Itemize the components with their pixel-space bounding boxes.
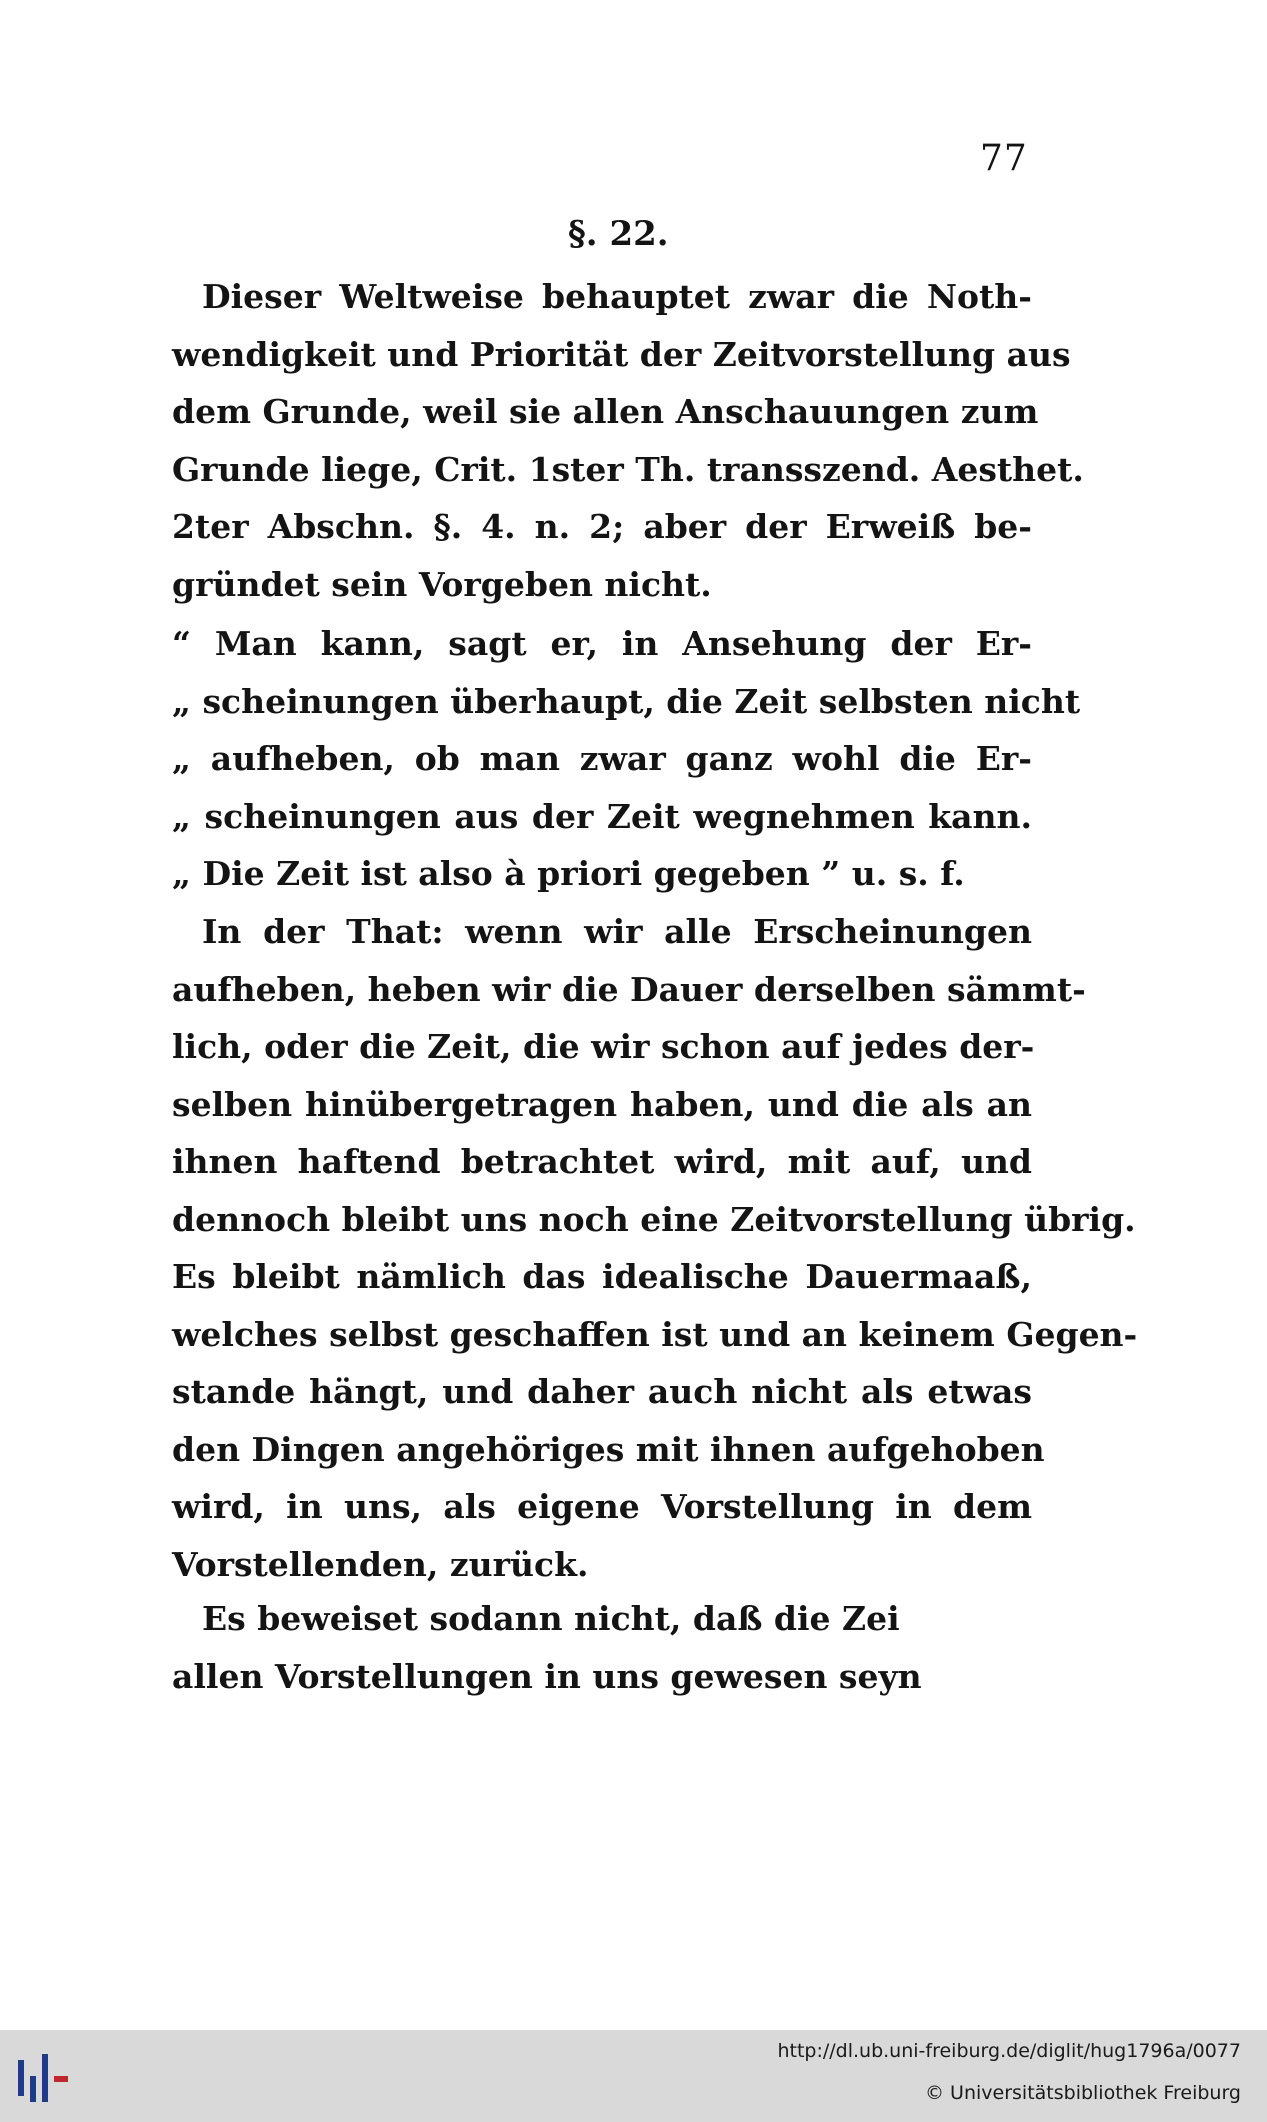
text-line: Es bleibt nämlich das idealische Dauermaaß, xyxy=(172,1257,1032,1296)
text-line: „ aufheben, ob man zwar ganz wohl die Er- xyxy=(172,739,1032,778)
text-line: „ Die Zeit ist also à priori gegeben ” u. s. f. xyxy=(172,854,965,893)
page-number: 77 xyxy=(980,138,1028,179)
library-footer-bar xyxy=(0,2030,1267,2122)
text-line: welches selbst geschaffen ist und an keinem Gegen- xyxy=(172,1314,1138,1354)
text-line: „ scheinungen aus der Zeit wegnehmen kann. xyxy=(172,796,1032,836)
text-line: Vorstellenden, zurück. xyxy=(172,1544,589,1584)
text-line: dennoch bleibt uns noch eine Zeitvorstellung übrig. xyxy=(172,1199,1136,1239)
text-line: lich, oder die Zeit, die wir schon auf jedes der- xyxy=(172,1027,1035,1066)
text-line: wendigkeit und Priorität der Zeitvorstellung aus xyxy=(172,334,1071,374)
ub-freiburg-logo-icon xyxy=(14,2050,74,2106)
text-line: “ Man kann, sagt er, in Ansehung der Er- xyxy=(172,624,1032,663)
text-line: 2ter Abschn. §. 4. n. 2; aber der Erweiß be- xyxy=(172,507,1032,546)
text-line: wird, in uns, als eigene Vorstellung in dem xyxy=(172,1487,1032,1526)
section-heading: §. 22. xyxy=(568,214,669,254)
text-line: Es beweiset sodann nicht, daß die Zei xyxy=(202,1599,900,1638)
paragraph-4 xyxy=(172,1590,922,1705)
text-line: „ scheinungen überhaupt, die Zeit selbsten nicht xyxy=(172,681,1081,721)
footer-copyright: © Universitätsbibliothek Freiburg xyxy=(925,2082,1241,2104)
text-line: stande hängt, und daher auch nicht als etwas xyxy=(172,1372,1032,1411)
text-line: Grunde liege, Crit. 1ster Th. transszend. Aesthet. xyxy=(172,449,1084,489)
text-line: Dieser Weltweise behauptet zwar die Noth- xyxy=(202,277,1032,316)
text-line: gründet sein Vorgeben nicht. xyxy=(172,564,712,604)
text-line: dem Grunde, weil sie allen Anschauungen zum xyxy=(172,392,1039,431)
text-line: selben hinübergetragen haben, und die als an xyxy=(172,1084,1032,1124)
text-line: ihnen haftend betrachtet wird, mit auf, und xyxy=(172,1142,1032,1181)
paragraph-2-quotation xyxy=(172,615,1081,903)
footer-url[interactable]: http://dl.ub.uni-freiburg.de/diglit/hug1796a/0077 xyxy=(777,2040,1241,2062)
paragraph-3 xyxy=(172,903,1138,1593)
text-line: allen Vorstellungen in uns gewesen seyn xyxy=(172,1656,922,1696)
text-line: den Dingen angehöriges mit ihnen aufgehoben xyxy=(172,1429,1045,1469)
text-line: In der That: wenn wir alle Erscheinungen xyxy=(202,912,1032,951)
paragraph-1 xyxy=(172,268,1084,613)
text-line: aufheben, heben wir die Dauer derselben sämmt- xyxy=(172,969,1086,1009)
